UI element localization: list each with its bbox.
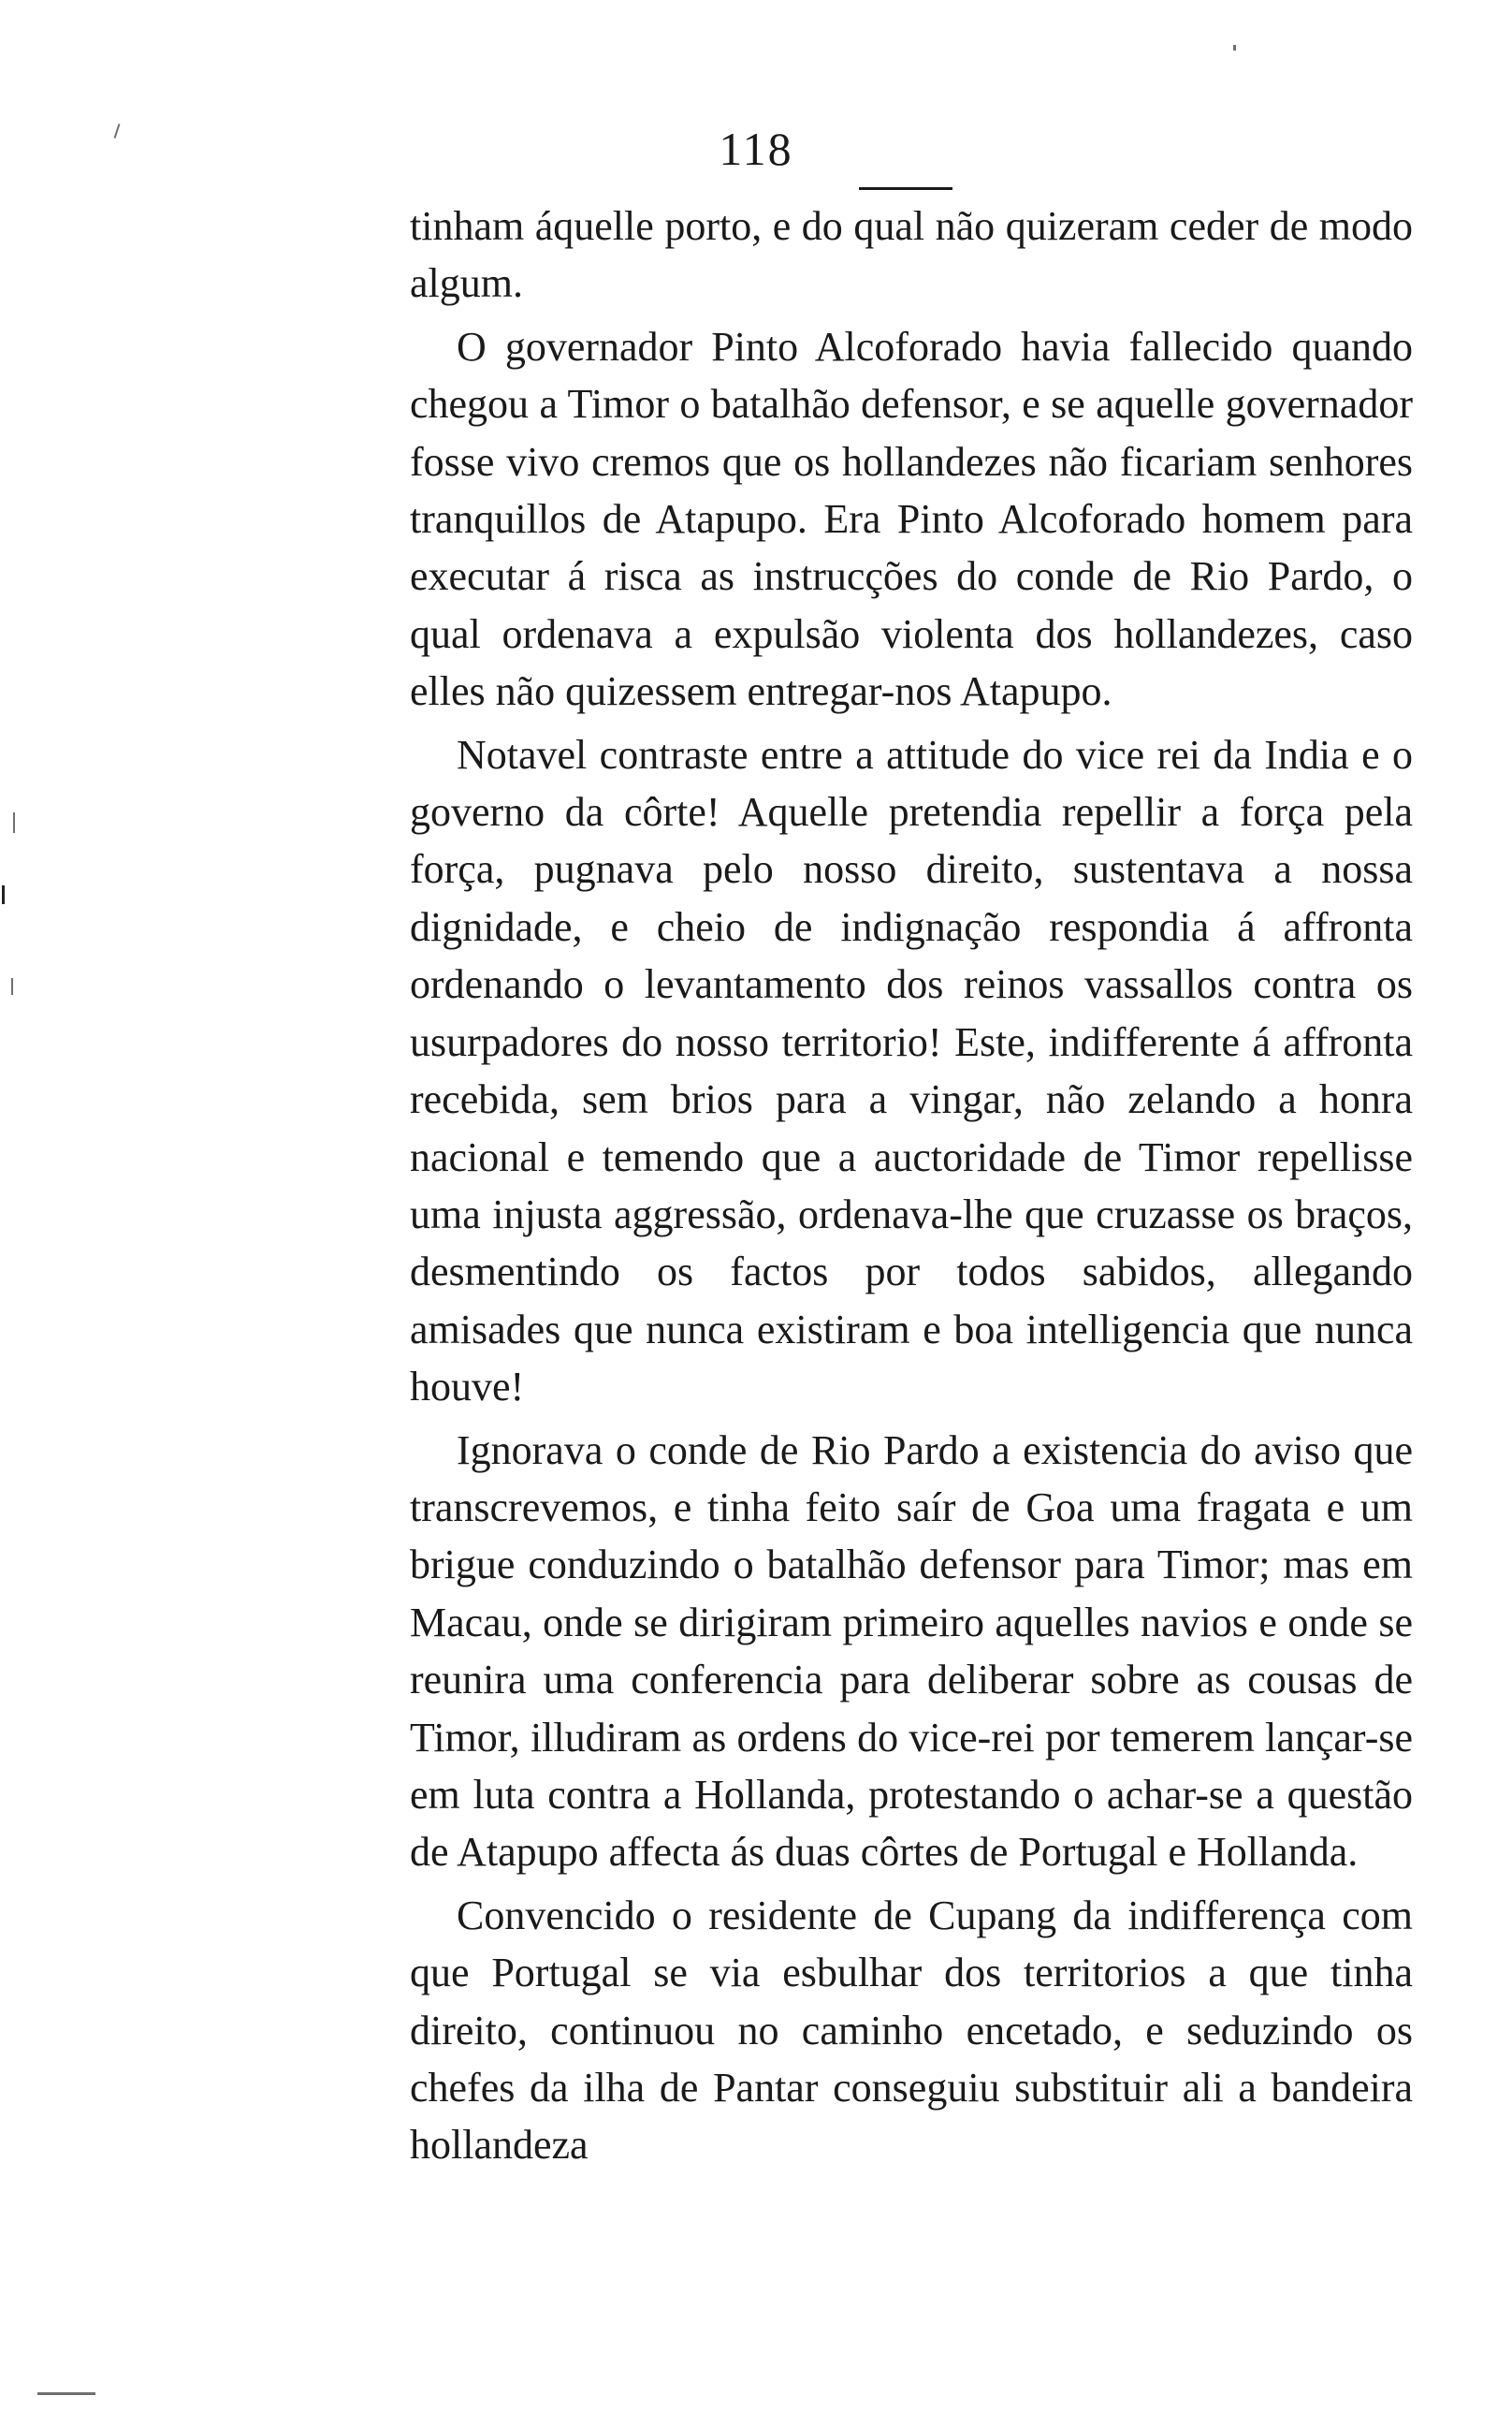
- scan-speck: [2, 885, 5, 904]
- page-number-rule: [859, 187, 952, 190]
- paragraph-1: tinham áquelle porto, e do qual não quizeram ceder de modo algum.: [410, 203, 1413, 307]
- scan-speck: [11, 978, 13, 995]
- body-text: [410, 197, 1413, 2180]
- scan-speck: [13, 812, 15, 833]
- scan-speck: [1233, 45, 1236, 51]
- paragraph-4: Ignorava o conde de Rio Pardo a existencia do aviso que transcrevemos, e tinha feito saír de Goa uma fragata e um brigue conduzindo o batalhão defensor para Timor; mas em Macau, onde se dirigiram primeiro aquelles navios e onde se reunira uma conferencia para deliberar sobre as cousas de Timor, illudiram as ordens do vice-rei por temerem lançar-se em luta contra a Hollanda, protestando o achar-se a questão de Atapupo affecta ás duas côrtes de Portugal e Hollanda.: [410, 1426, 1413, 1876]
- paragraph-5: Convencido o residente de Cupang da indifferença com que Portugal se via esbulhar dos territorios a que tinha direito, continuou no caminho encetado, e seduzindo os chefes da ilha de Pantar conseguiu substituir ali a bandeira hollandeza: [410, 1892, 1413, 2169]
- paragraph-2: O governador Pinto Alcoforado havia fallecido quando chegou a Timor o batalhão defensor, e se aquelle governador fosse vivo cremos que os hollandezes não ficariam senhores tranquillos de Atapupo. Era Pinto Alcoforado homem para executar á risca as instrucções do conde de Rio Pardo, o qual ordenava a expulsão violenta dos hollandezes, caso elles não quizessem entregar-nos Atapupo.: [410, 323, 1413, 715]
- paragraph-3: Notavel contraste entre a attitude do vice rei da India e o governo da côrte! Aquelle pretendia repellir a força pela força, pugnava pelo nosso direito, sustentava a nossa dignidade, e cheio de indignação respondia á affronta ordenando o levantamento dos reinos vassallos contra os usurpadores do nosso territorio! Este, indifferente á affronta recebida, sem brios para a vingar, não zelando a honra nacional e temendo que a auctoridade de Timor repellisse uma injusta aggressão, ordenava-lhe que cruzasse os braços, desmentindo os factos por todos sabidos, allegando amisades que nunca existiram e boa intelligencia que nunca houve!: [410, 731, 1413, 1410]
- scan-speck: [37, 2392, 95, 2395]
- page-number: 118: [719, 123, 793, 175]
